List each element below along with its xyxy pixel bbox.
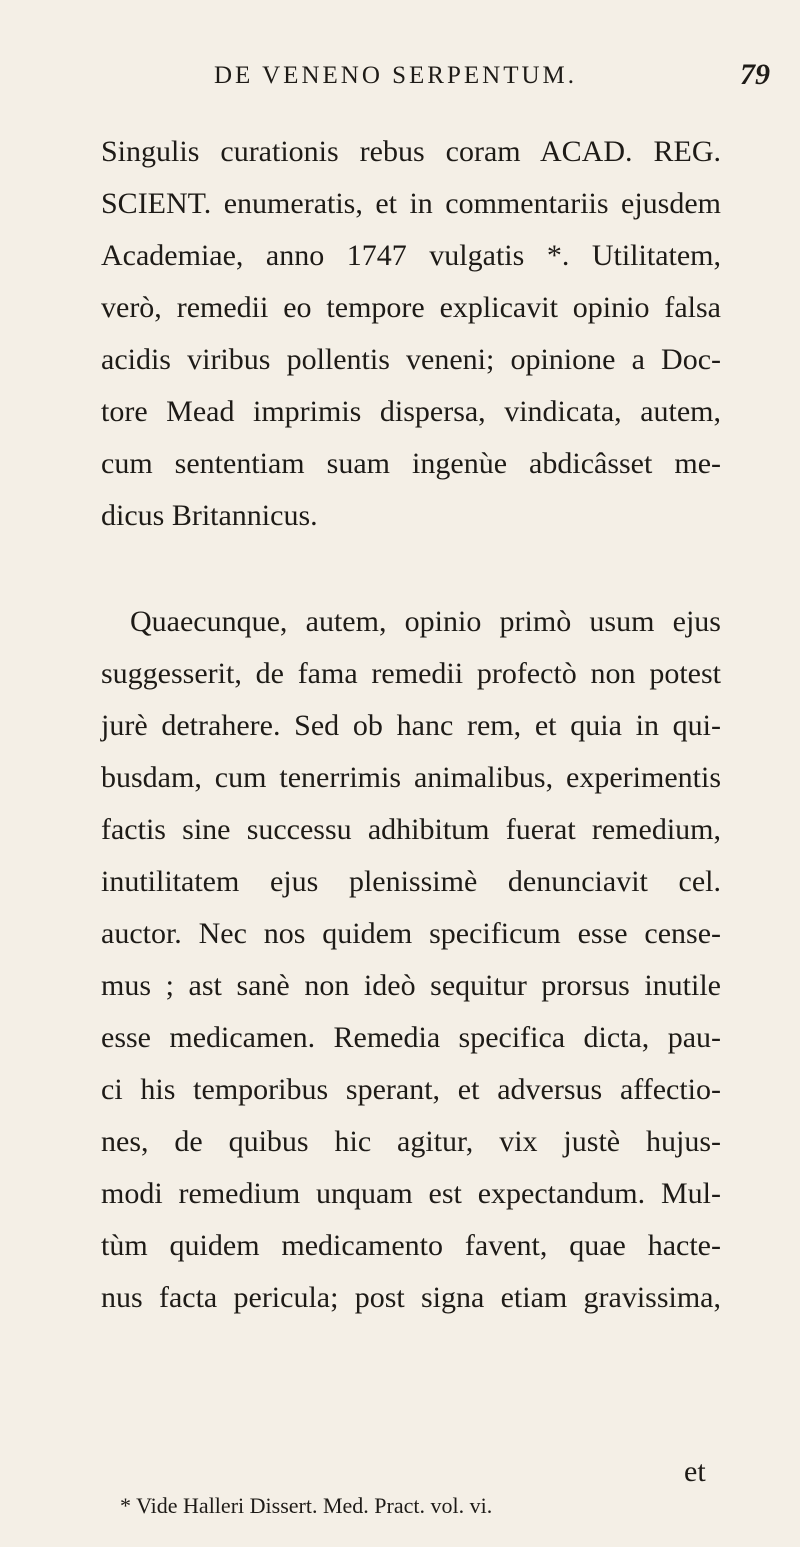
footnote: * Vide Halleri Dissert. Med. Pract. vol. vi. <box>120 1493 493 1518</box>
text-line: Academiae, anno 1747 vulgatis *. Utilitatem, <box>101 239 721 272</box>
text-line: Singulis curationis rebus coram ACAD. REG. <box>101 135 721 168</box>
text-line: tùm quidem medicamento favent, quae hacte- <box>101 1229 721 1262</box>
text-line: inutilitatem ejus plenissimè denunciavit cel. <box>101 865 721 898</box>
text-line: acidis viribus pollentis veneni; opinione a Doc- <box>101 343 721 376</box>
text-line: mus ; ast sanè non ideò sequitur prorsus inutile <box>101 969 721 1002</box>
text-line: SCIENT. enumeratis, et in commentariis ejusdem <box>101 187 721 220</box>
running-title: DE VENENO SERPENTUM. <box>214 62 578 89</box>
text-line: Quaecunque, autem, opinio primò usum ejus <box>130 605 721 638</box>
running-head <box>0 58 800 110</box>
text-line: factis sine successu adhibitum fuerat remedium, <box>101 813 721 846</box>
text-line: esse medicamen. Remedia specifica dicta, pau- <box>101 1021 721 1054</box>
page-number: 79 <box>740 58 770 91</box>
text-line: ci his temporibus sperant, et adversus affectio- <box>101 1073 721 1106</box>
text-line: cum sententiam suam ingenùe abdicâsset me- <box>101 447 721 480</box>
catchword: et <box>684 1455 706 1488</box>
text-line: jurè detrahere. Sed ob hanc rem, et quia in qui- <box>101 709 721 742</box>
text-line: suggesserit, de fama remedii profectò non potest <box>101 657 721 690</box>
text-line: verò, remedii eo tempore explicavit opinio falsa <box>101 291 721 324</box>
text-line: nus facta pericula; post signa etiam gravissima, <box>101 1281 721 1314</box>
text-line: tore Mead imprimis dispersa, vindicata, autem, <box>101 395 721 428</box>
text-line: busdam, cum tenerrimis animalibus, experimentis <box>101 761 721 794</box>
text-line: auctor. Nec nos quidem specificum esse cense- <box>101 917 721 950</box>
text-line: dicus Britannicus. <box>101 499 318 532</box>
text-line: nes, de quibus hic agitur, vix justè hujus- <box>101 1125 721 1158</box>
text-line: modi remedium unquam est expectandum. Mul- <box>101 1177 721 1210</box>
